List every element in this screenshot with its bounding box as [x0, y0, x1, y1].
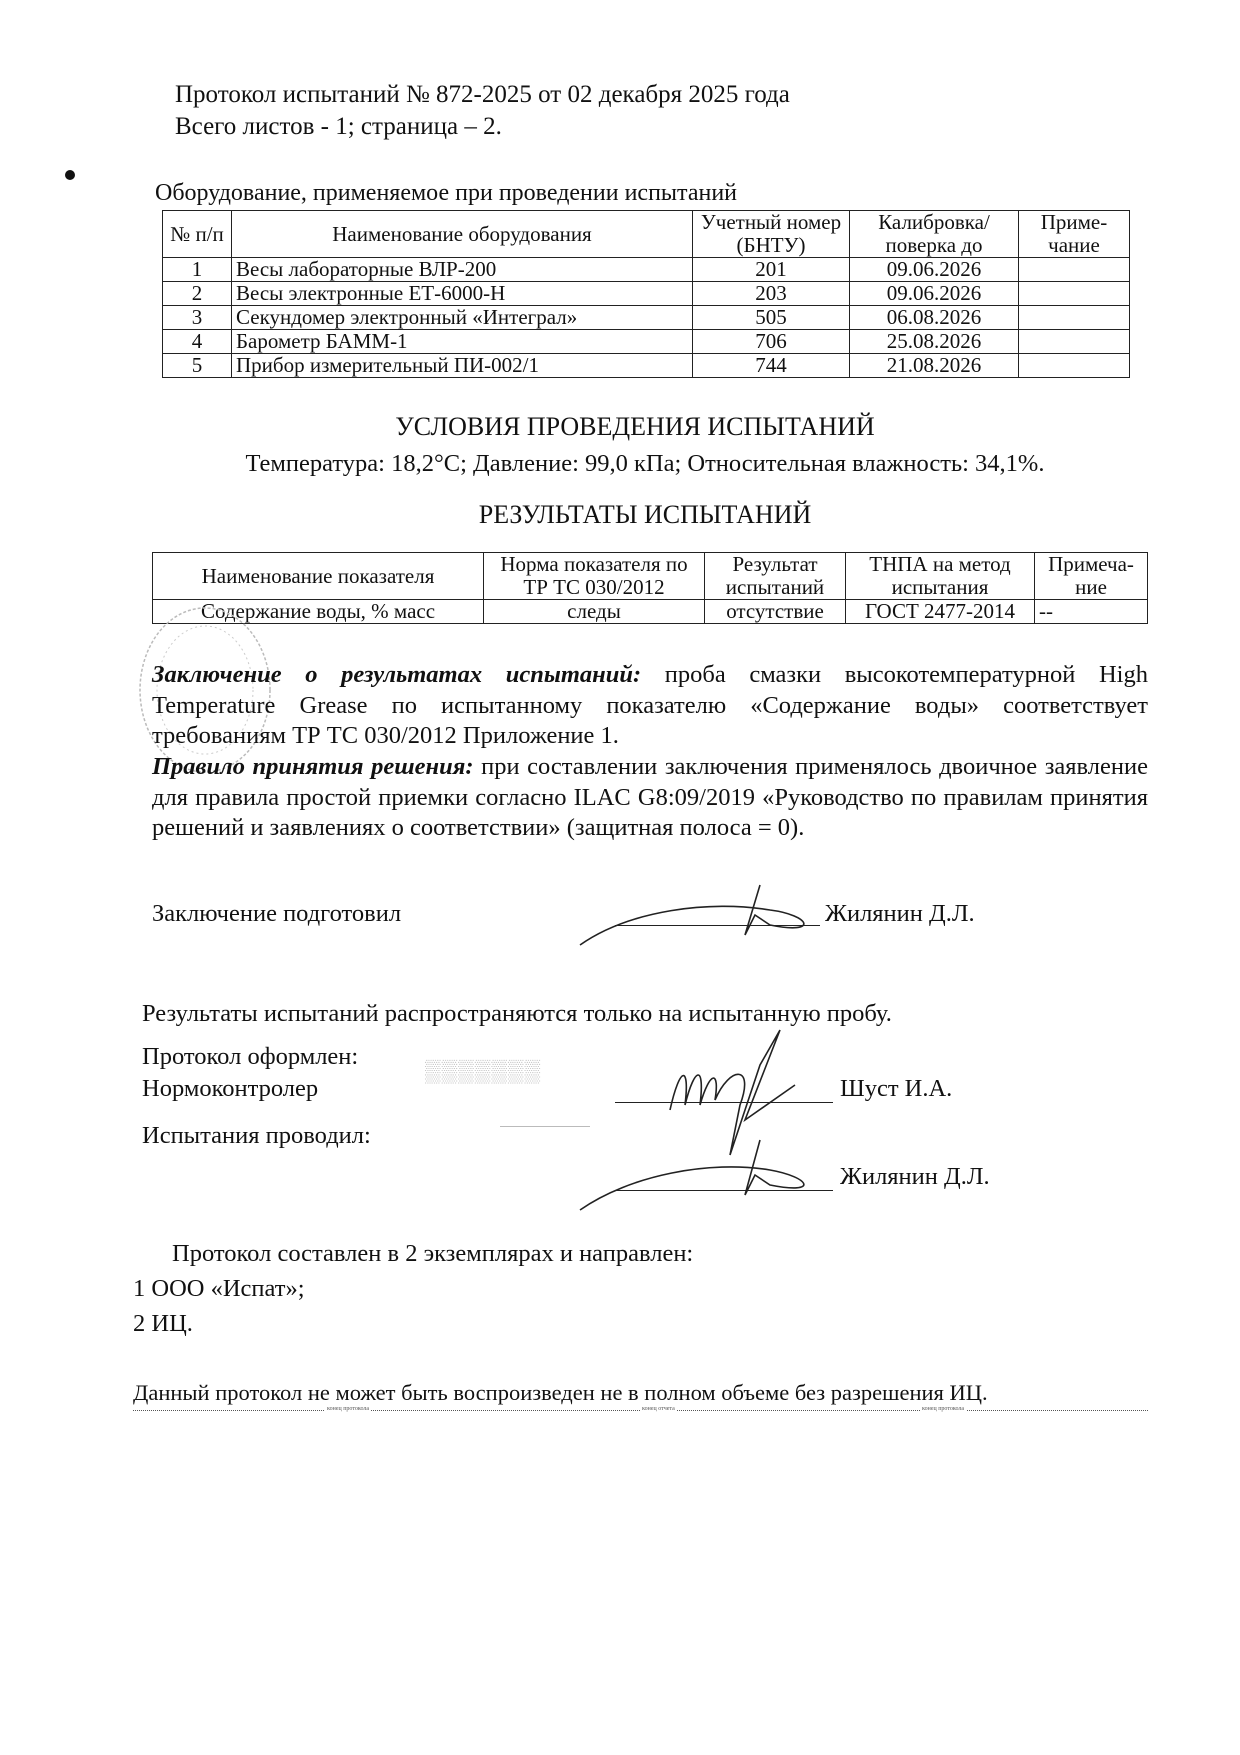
cell-result: отсутствие — [705, 600, 846, 624]
distribution-intro: Протокол составлен в 2 экземплярах и направлен: — [172, 1240, 694, 1267]
cell-indicator: Содержание воды, % масс — [153, 600, 484, 624]
cell-valid: 25.08.2026 — [850, 330, 1019, 354]
cell-num: 3 — [163, 306, 232, 330]
table-row — [163, 330, 1130, 354]
protocol-title: Протокол испытаний № 872-2025 от 02 декабря 2025 года — [175, 81, 790, 108]
tested-name: Жилянин Д.Л. — [840, 1163, 990, 1190]
cell-valid: 09.06.2026 — [850, 282, 1019, 306]
cell-id: 201 — [693, 258, 850, 282]
cell-num: 5 — [163, 354, 232, 378]
footer-notice: Данный протокол не может быть воспроизведен не в полном объеме без разрешения ИЦ. — [133, 1380, 988, 1405]
conclusion-label: Заключение о результатах испытаний: — [152, 661, 642, 688]
issued-label: Протокол оформлен: — [142, 1043, 359, 1070]
cell-num: 4 — [163, 330, 232, 354]
end-marker-3: конец протокола — [922, 1406, 965, 1412]
table-row — [163, 258, 1130, 282]
cell-name: Весы лабораторные ВЛР-200 — [232, 258, 693, 282]
cell-id: 706 — [693, 330, 850, 354]
cell-norm: следы — [484, 600, 705, 624]
col-note: Примеча- ние — [1035, 553, 1148, 600]
normcontrol-name: Шуст И.А. — [840, 1075, 953, 1102]
conclusion-text: проба смазки высокотемпературной High Temperature Grease по испытанному показателю «Содержание воды» соответствует требованиям ТР ТС 030/2012 Приложение 1. — [152, 661, 1148, 749]
cell-valid: 09.06.2026 — [850, 258, 1019, 282]
decision-rule-label: Правило принятия решения: — [152, 753, 474, 780]
faint-stamp-text: ▒▒▒▒▒▒▒ — [425, 1058, 542, 1083]
conditions-text: Температура: 18,2°С; Давление: 99,0 кПа; Относительная влажность: 34,1%. — [245, 450, 1045, 477]
table-row — [153, 600, 1148, 624]
decision-rule-text: при составлении заключения применялось двоичное заявление для правила простой приемки согласно ILAC G8:09/2019 «Руководство по правилам принятия решений и заявлениях о соответствии» (защитная полоса = 0). — [152, 753, 1148, 841]
end-marker-2: конец отчета — [642, 1406, 675, 1412]
table-row — [163, 282, 1130, 306]
col-norm: Норма показателя по ТР ТС 030/2012 — [484, 553, 705, 600]
signature-icon — [570, 1135, 830, 1215]
conclusion-paragraph — [152, 660, 1148, 752]
scan-blot — [65, 170, 75, 180]
col-result: Результат испытаний — [705, 553, 846, 600]
cell-id: 505 — [693, 306, 850, 330]
cell-name: Барометр БАММ-1 — [232, 330, 693, 354]
results-table — [152, 552, 1148, 624]
col-num: № п/п — [163, 211, 232, 258]
recipient-2: 2 ИЦ. — [133, 1310, 193, 1337]
col-note: Приме- чание — [1019, 211, 1130, 258]
end-marker-1: конец протокола — [327, 1406, 370, 1412]
col-name: Наименование оборудования — [232, 211, 693, 258]
faint-stamp-line — [500, 1126, 590, 1127]
results-header-row — [153, 553, 1148, 600]
cell-note — [1019, 354, 1130, 378]
equipment-caption: Оборудование, применяемое при проведении испытаний — [155, 180, 738, 206]
cell-note — [1019, 258, 1130, 282]
col-method: ТНПА на метод испытания — [846, 553, 1035, 600]
cell-num: 1 — [163, 258, 232, 282]
tested-label: Испытания проводил: — [142, 1122, 371, 1149]
cell-name: Прибор измерительный ПИ-002/1 — [232, 354, 693, 378]
cell-note — [1019, 282, 1130, 306]
col-id: Учетный номер (БНТУ) — [693, 211, 850, 258]
cell-method: ГОСТ 2477-2014 — [846, 600, 1035, 624]
equipment-header-row — [163, 211, 1130, 258]
cell-name: Секундомер электронный «Интеграл» — [232, 306, 693, 330]
prepared-name: Жилянин Д.Л. — [825, 900, 975, 927]
cell-id: 203 — [693, 282, 850, 306]
cell-note — [1019, 306, 1130, 330]
col-indicator: Наименование показателя — [153, 553, 484, 600]
normcontrol-label: Нормоконтролер — [142, 1075, 319, 1102]
results-title: РЕЗУЛЬТАТЫ ИСПЫТАНИЙ — [478, 500, 812, 529]
scope-note: Результаты испытаний распространяются только на испытанную пробу. — [142, 1000, 892, 1027]
cell-id: 744 — [693, 354, 850, 378]
recipient-1: 1 ООО «Испат»; — [133, 1275, 305, 1302]
prepared-label: Заключение подготовил — [152, 900, 402, 927]
cell-name: Весы электронные ЕТ-6000-Н — [232, 282, 693, 306]
cell-num: 2 — [163, 282, 232, 306]
cell-valid: 21.08.2026 — [850, 354, 1019, 378]
col-valid: Калибровка/ поверка до — [850, 211, 1019, 258]
cell-valid: 06.08.2026 — [850, 306, 1019, 330]
table-row — [163, 306, 1130, 330]
table-row — [163, 354, 1130, 378]
sheets-info: Всего листов - 1; страница – 2. — [175, 113, 502, 140]
cell-note: -- — [1035, 600, 1148, 624]
conditions-title: УСЛОВИЯ ПРОВЕДЕНИЯ ИСПЫТАНИЙ — [395, 412, 875, 441]
equipment-table — [162, 210, 1130, 378]
cell-note — [1019, 330, 1130, 354]
decision-rule-paragraph — [152, 752, 1148, 844]
signature-icon — [570, 880, 830, 955]
